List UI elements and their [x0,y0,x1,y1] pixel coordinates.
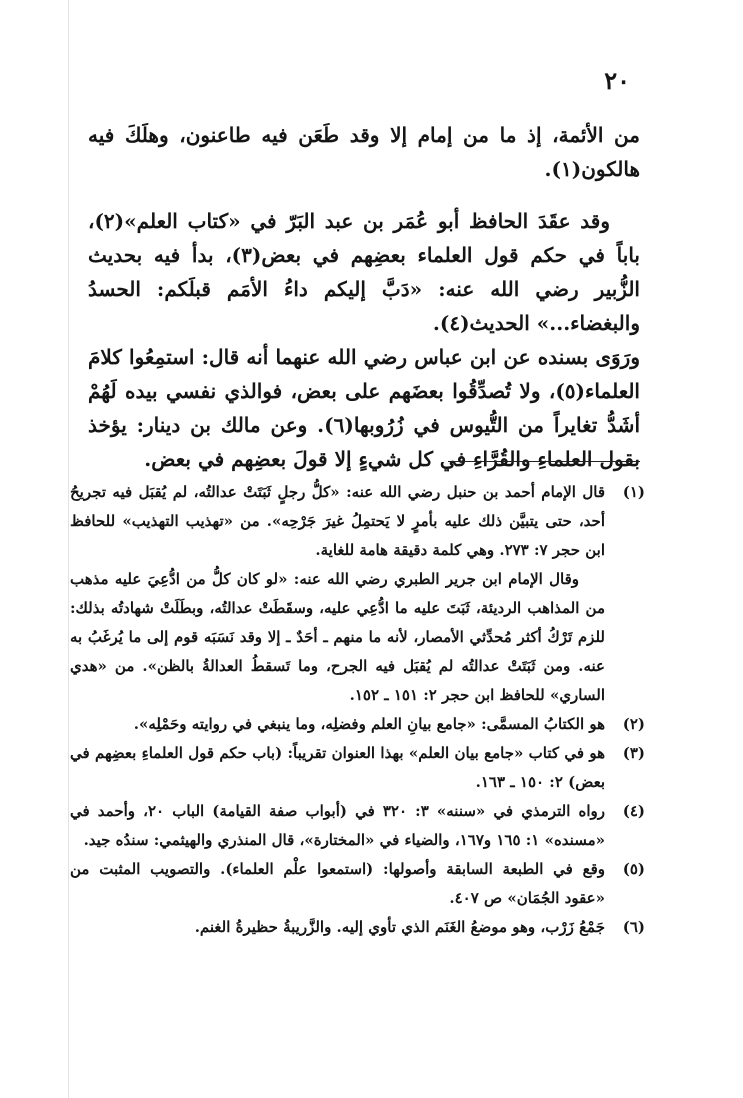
footnote-5 [70,855,645,913]
footnotes [70,478,645,942]
footnote-number: (٥) [622,860,645,878]
footnote-text: وقع في الطبعة السابقة وأصولها: (استمعوا علْم العلماء). والتصويب المثبت من «عقود الجُمَان» ص ٤٠٧. [70,860,605,907]
footnote-text: رواه الترمذي في «سننه» ٣: ٣٢٠ في (أبواب صفة القيامة) الباب ٢٠، وأحمد في «مسنده» ١: ١٦٥ و١٦٧، والضياء في «المختارة»، قال المنذري والهيثمي: سندُه جيد. [70,802,606,849]
scan-edge-line [68,0,69,1098]
footnote-number: (٢) [622,715,645,733]
footnote-3 [70,739,645,797]
footnote-4 [70,797,645,855]
page-number: ٢٠ [604,66,630,95]
footnote-text: هو في كتاب «جامع بيان العلم» بهذا العنوان تقريباً: (باب حكم قول العلماءِ بعضِهم في بعض) ٢: ١٥٠ ـ ١٦٣. [70,744,605,791]
footnote-divider [448,461,640,462]
footnote-1 [70,478,645,710]
main-text [88,118,640,476]
footnote-number: (٣) [622,744,645,762]
main-paragraph: وقد عقَدَ الحافظ أبو عُمَر بن عبد البَرّ في «كتاب العلم»(٢)، باباً في حكم قول العلماء بعضِهم في بعض(٣)، بدأ فيه بحديث الزُّبير رضي الله عنه: «دَبَّ إليكم داءُ الأمَم قبلَكم: الحسدُ والبغضاء...» الحديث(٤). [88,209,640,335]
footnote-text: وقال الإمام ابن جرير الطبري رضي الله عنه: «لو كان كلُّ من ادُّعِيَ عليه مذهب من المذاهب الرديئة، ثَبَتَ عليه ما ادُّعِي عليه، وسقَطَتْ عدالتُه، وبطَلَتْ شهادتُه بذلك: للزم تَرْكُ أكثر مُحدِّثي الأمصار، لأنه ما منهم ـ أحَدٌ ـ إلا وقد نَسَبَه قوم إلى ما يُرغَبُ به عنه. ومن ثَبَتَتْ عدالتُه لم يُقبَل فيه الجرح، وما تَسقطُ العدالةُ بالظن». من «هدي الساري» للحافظ ابن حجر ٢: ١٥١ ـ ١٥٢. [70,570,605,704]
footnote-number: (٦) [622,918,645,936]
footnote-number: (١) [622,483,645,501]
footnote-text: قال الإمام أحمد بن حنبل رضي الله عنه: «كلُّ رجلٍ ثَبَتَتْ عدالتُه، لم يُقبَل فيه تجريحُ أحد، حتى يتبيَّن ذلك عليه بأمرٍ لا يَحتمِلُ غيرَ جَرْحِه». من «تهذيب التهذيب» للحافظ ابن حجر ٧: ٢٧٣. وهي كلمة دقيقة هامة للغاية. [70,483,605,559]
footnote-6 [70,913,645,942]
main-paragraph: ورَوَى بسنده عن ابن عباس رضي الله عنهما أنه قال: استمِعُوا كلامَ العلماء(٥)، ولا تُصدِّقُوا بعضَهم على بعض، فوالذي نفسي بيده لَهُمْ أشَدُّ تغايراً من التُّيوس في زُرُوبها(٦). وعن مالك بن دينار: يؤخذ بقول العلماءِ والقُرَّاءِ في كل شيءٍ إلا قولَ بعضِهم في بعض. [88,345,640,471]
footnote-text: هو الكتابُ المسمَّى: «جامع بيانِ العلم وفضلِه، وما ينبغي في روايته وحَمْلِه». [133,715,605,733]
footnote-number: (٤) [622,802,645,820]
main-paragraph: من الأئمة، إذ ما من إمام إلا وقد طَعَن فيه طاعنون، وهلَكَ فيه هالكون(١). [88,123,640,181]
footnote-text: جَمْعُ زَرْب، وهو موضعُ الغَنَم الذي تأوي إليه. والزَّريبةُ حظيرةُ الغنم. [194,918,605,936]
footnote-2 [70,710,645,739]
